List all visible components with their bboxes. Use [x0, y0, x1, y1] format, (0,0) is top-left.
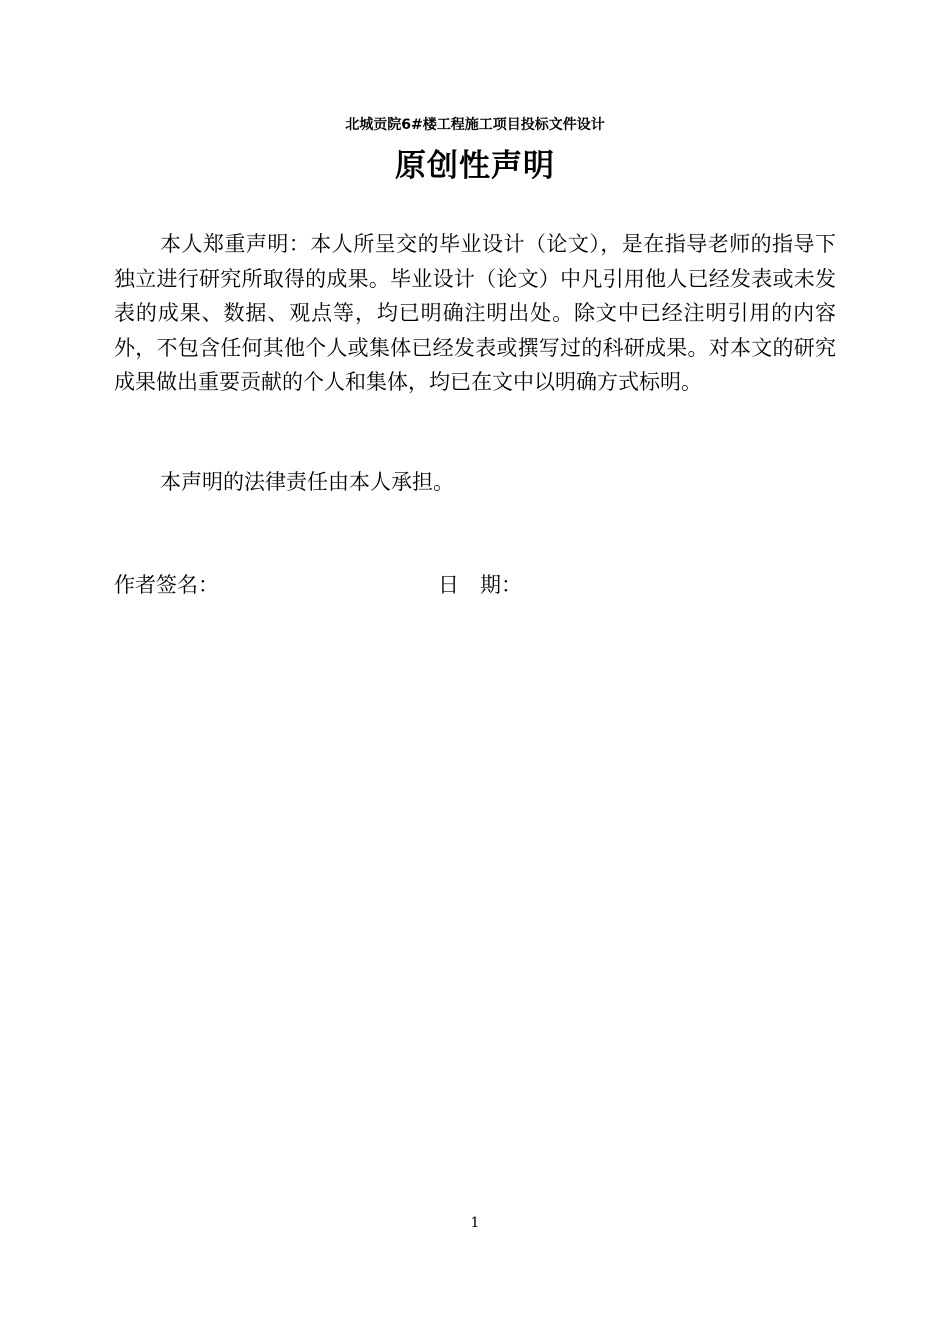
running-header: 北城贡院6#楼工程施工项目投标文件设计 — [345, 117, 605, 133]
page-number: 1 — [470, 1215, 480, 1231]
author-signature-label: 作者签名： — [114, 573, 219, 597]
signature-row — [114, 568, 836, 602]
declaration-paragraph: 本人郑重声明：本人所呈交的毕业设计（论文），是在指导老师的指导下独立进行研究所取得的成果。毕业设计（论文）中凡引用他人已经发表或未发表的成果、数据、观点等，均已明确注明出处。除文中已经注明引用的内容外，不包含任何其他个人或集体已经发表或撰写过的科研成果。对本文的研究成果做出重要贡献的个人和集体，均已在文中以明确方式标明。 — [114, 232, 836, 395]
liability-paragraph: 本声明的法律责任由本人承担。 — [160, 470, 454, 494]
date-label: 日 期： — [438, 573, 522, 597]
page-title: 原创性声明 — [395, 148, 555, 184]
